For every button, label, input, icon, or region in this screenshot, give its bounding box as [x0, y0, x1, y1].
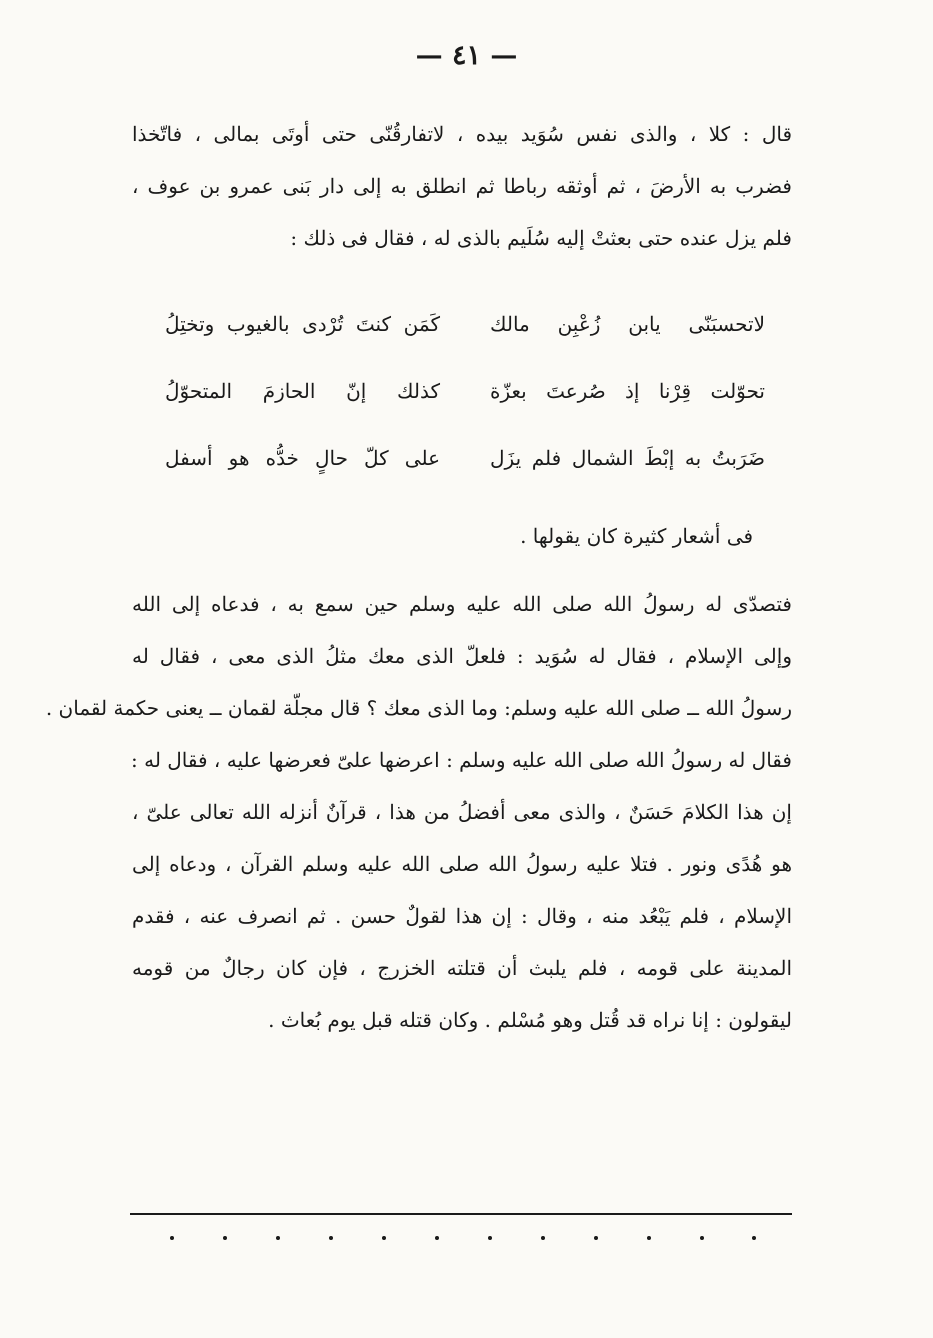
text-line: وإلى الإسلام ، فقال له سُوَيد : فلعلّ الذى معك مثلُ الذى معى ، فقال له	[132, 644, 792, 668]
footer-dot	[382, 1236, 386, 1240]
verse-second-hemistich: على كلّ حالٍ خدُّه هو أسفل	[165, 445, 440, 470]
footer-divider	[130, 1213, 792, 1215]
poem-verse	[165, 357, 765, 424]
text-line: فلم يزل عنده حتى بعثتْ إليه سُلَيم بالذى له ، فقال فى ذلك :	[290, 226, 792, 250]
footer-dot	[276, 1236, 280, 1240]
verse-first-hemistich: ضَرَبتُ به إبْطَ الشمال فلم يزَل	[490, 445, 765, 470]
poem	[165, 290, 765, 491]
verse-second-hemistich: كَمَن كنتَ تُرْدى بالغيوب وتختِلُ	[165, 311, 440, 336]
footer-dot	[223, 1236, 227, 1240]
footer-dot	[700, 1236, 704, 1240]
footer-dot	[541, 1236, 545, 1240]
opening-paragraph	[132, 108, 792, 264]
text-line: فضرب به الأرضَ ، ثم أوثقه رباطا ثم انطلق به إلى دار بَنى عمرو بن عوف ،	[132, 174, 792, 198]
text-line: هو هُدًى ونور . فتلا عليه رسولُ الله صلى الله عليه وسلم القرآن ، ودعاه إلى	[132, 852, 792, 876]
poem-verse	[165, 424, 765, 491]
text-line: فتصدّى له رسولُ الله صلى الله عليه وسلم حين سمع به ، فدعاه إلى الله	[132, 592, 792, 616]
footer-dot	[435, 1236, 439, 1240]
footer-dot	[647, 1236, 651, 1240]
footer-dot	[752, 1236, 756, 1240]
text-line: فقال له رسولُ الله صلى الله عليه وسلم : اعرضها علىّ فعرضها عليه ، فقال له :	[131, 748, 792, 772]
poem-note: فى أشعار كثيرة كان يقولها .	[520, 524, 753, 548]
text-line: رسولُ الله ــ صلى الله عليه وسلم: وما الذى معك ؟ قال مجلّة لقمان ــ يعنى حكمة لقمان .	[45, 696, 792, 720]
text-line: ليقولون : إنا نراه قد قُتل وهو مُسْلم . وكان قتله قبل يوم بُعاث .	[268, 1008, 792, 1032]
text-line: المدينة على قومه ، فلم يلبث أن قتلته الخزرج ، فإن كان رجالٌ من قومه	[132, 956, 792, 980]
main-paragraph	[45, 578, 792, 1046]
footer-dot	[329, 1236, 333, 1240]
footer-dots	[170, 1236, 755, 1246]
footer-dot	[594, 1236, 598, 1240]
verse-first-hemistich: تحوّلت قِرْنا إذ صُرعتَ بعزّة	[490, 378, 765, 403]
page-number: — ٤١ —	[415, 40, 518, 71]
verse-first-hemistich: لاتحسبَنّى يابن زُعْبِن مالك	[490, 311, 765, 336]
text-line: قال : كلا ، والذى نفس سُوَيد بيده ، لاتفارقُنّى حتى أوتَى بمالى ، فاتّخذا	[132, 122, 792, 146]
footer-dot	[488, 1236, 492, 1240]
verse-second-hemistich: كذلك إنّ الحازمَ المتحوّلُ	[165, 378, 440, 403]
footer-dot	[170, 1236, 174, 1240]
text-line: الإسلام ، فلم يَبْعُد منه ، وقال : إن هذا لقولٌ حسن . ثم انصرف عنه ، فقدم	[132, 904, 792, 928]
poem-verse	[165, 290, 765, 357]
text-line: إن هذا الكلامَ حَسَنٌ ، والذى معى أفضلُ من هذا ، قرآنٌ أنزله الله تعالى علىّ ،	[132, 800, 792, 824]
